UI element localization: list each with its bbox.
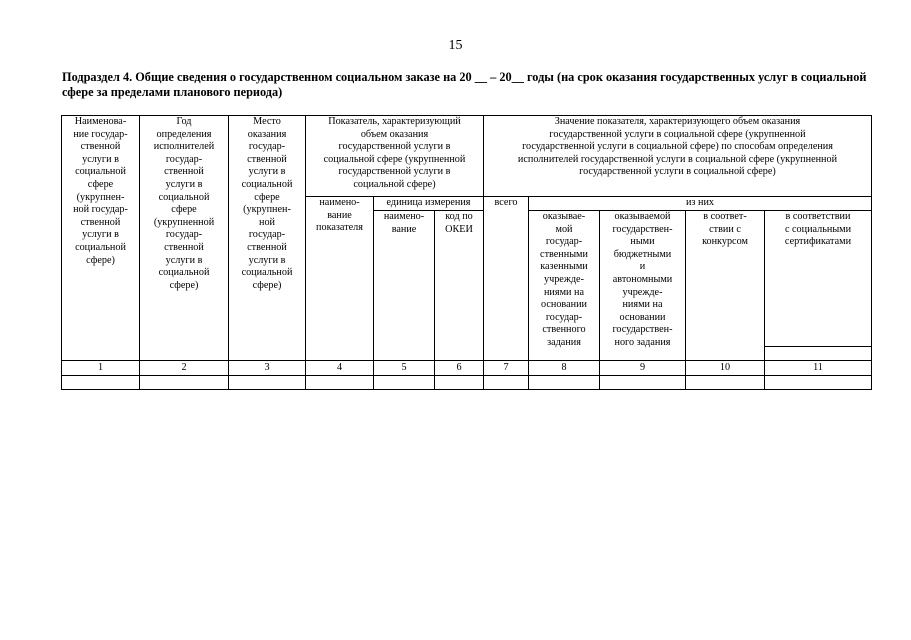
column-number: 7 xyxy=(484,361,529,376)
header-of-them: из них xyxy=(529,197,872,211)
column-number: 2 xyxy=(140,361,229,376)
header-indicator-group: Показатель, характеризующий объем оказания государственной услуги в социальной сфере (укрупненной государственной услуги в социальной сфере) xyxy=(306,116,484,197)
page-number: 15 xyxy=(448,38,463,53)
header-unit-name: наимено- вание xyxy=(374,211,435,361)
column-number: 5 xyxy=(374,361,435,376)
column-number: 9 xyxy=(600,361,686,376)
table-cell xyxy=(62,376,140,390)
column-number: 1 xyxy=(62,361,140,376)
table-cell xyxy=(435,376,484,390)
header-unit-code: код по ОКЕИ xyxy=(435,211,484,361)
header-unit-group: единица измерения xyxy=(374,197,484,211)
column-number: 8 xyxy=(529,361,600,376)
column-number: 3 xyxy=(229,361,306,376)
header-place: Место оказания государ- ственной услуги в социальной сфере (укрупнен- ной государ- ственной услуги в социальной сфере) xyxy=(229,116,306,361)
header-indicator-name: наимено- вание показателя xyxy=(306,197,374,361)
header-competition: в соответ- ствии с конкурсом xyxy=(686,211,765,361)
header-state-institutions: оказывае- мой государ- ственными казенными учрежде- ниями на основании государ- ственного задания xyxy=(529,211,600,361)
table-cell xyxy=(484,376,529,390)
header-service-name: Наименова- ние государ- ственной услуги в социальной сфере (укрупнен- ной государ- ственной услуги в социальной сфере) xyxy=(62,116,140,361)
table-cell xyxy=(306,376,374,390)
column-number: 11 xyxy=(765,361,872,376)
table-cell xyxy=(600,376,686,390)
table-cell xyxy=(229,376,306,390)
table-cell xyxy=(529,376,600,390)
table-cell xyxy=(140,376,229,390)
table-row xyxy=(62,376,872,390)
header-value-group: Значение показателя, характеризующего объем оказания государственной услуги в социальной сфере (укрупненной государственной услуги в социальной сфере) по способам определения исполнителей государственной услуги в социальной сфере (укрупненной государственной услуги в социальной сфере) xyxy=(484,116,872,197)
column-number: 4 xyxy=(306,361,374,376)
table-cell xyxy=(765,376,872,390)
column-number-row xyxy=(62,361,872,376)
social-order-table xyxy=(61,115,872,390)
header-budget-institutions: оказываемой государствен- ными бюджетными и автономными учрежде- ниями на основании государствен- ного задания xyxy=(600,211,686,361)
header-total: всего xyxy=(484,197,529,361)
column-number: 10 xyxy=(686,361,765,376)
header-year: Год определения исполнителей государ- ственной услуги в социальной сфере (укрупненной государ- ственной услуги в социальной сфере) xyxy=(140,116,229,361)
column-number: 6 xyxy=(435,361,484,376)
header-social-certificates: в соответствии с социальными сертификатами xyxy=(765,211,872,347)
table-cell xyxy=(686,376,765,390)
subsection-heading: Подраздел 4. Общие сведения о государственном социальном заказе на 20 __ – 20__ годы (на срок оказания государственных услуг в социальной сфере за пределами планового периода) xyxy=(62,70,867,99)
table-cell xyxy=(374,376,435,390)
header-social-certificates-gap xyxy=(765,347,872,361)
